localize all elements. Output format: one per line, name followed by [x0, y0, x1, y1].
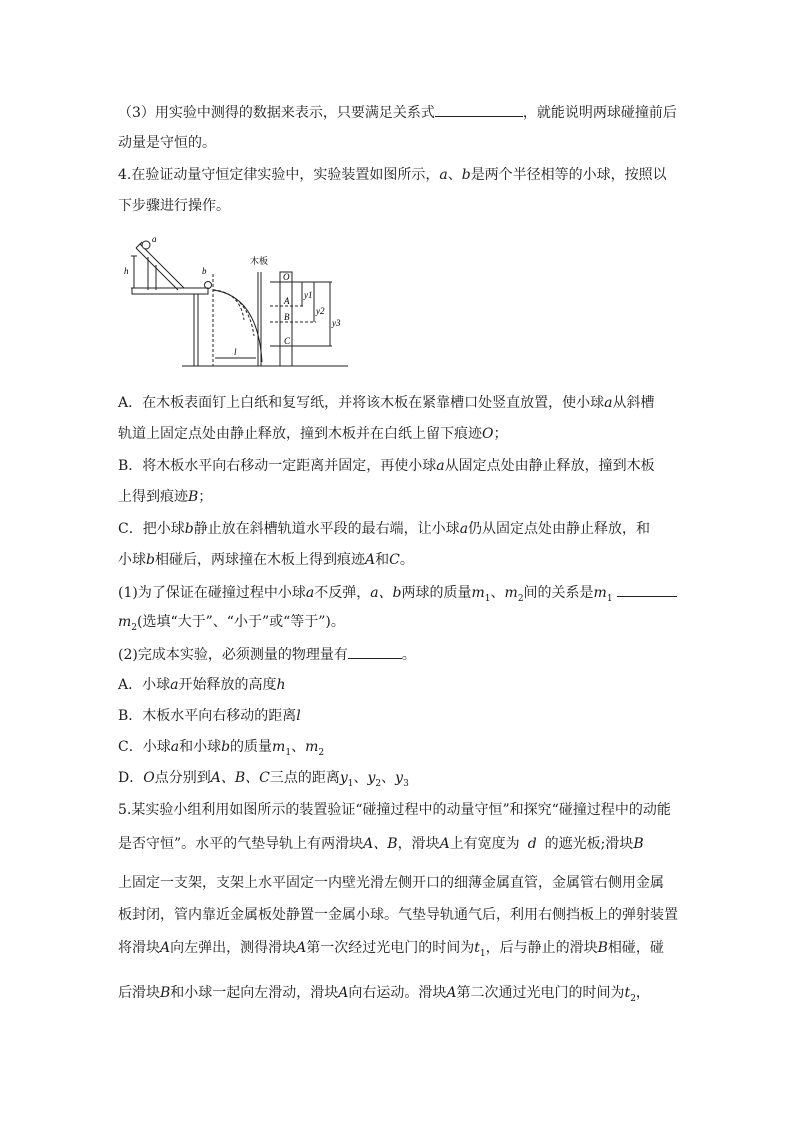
q5-text: 的遮光板;滑块 — [544, 836, 634, 852]
q4-text: 下步骤进行操作。 — [118, 198, 230, 214]
var-y: y — [339, 770, 348, 786]
var-ab: a、b — [370, 585, 402, 601]
var-b: b — [184, 521, 194, 537]
option-text: 的质量 — [230, 739, 273, 755]
var-a: a — [436, 458, 445, 474]
var-A: A — [296, 940, 307, 956]
sub-text: (2)完成本实验，必须测量的物理量有 — [118, 647, 348, 663]
q3-line-1 — [118, 102, 677, 123]
incline-top — [140, 244, 184, 288]
label-O: O — [283, 272, 290, 282]
var-a: a — [459, 521, 469, 537]
option-c — [118, 737, 324, 763]
q5-text: 后滑块 — [118, 985, 160, 1001]
q5-line-6 — [118, 983, 650, 1009]
q5-text: 向右运动。滑块 — [348, 985, 447, 1001]
var-b: b — [221, 739, 231, 755]
var-B: B — [633, 836, 644, 852]
experiment-figure — [122, 234, 352, 374]
var-A: A — [439, 836, 450, 852]
var-a: a — [305, 585, 315, 601]
step-text: A．在木板表面钉上白纸和复写纸，并将该木板在紧靠槽口处竖直放置，使小球 — [118, 395, 605, 411]
var-B: B — [188, 489, 199, 505]
option-text: 开始释放的高度 — [178, 677, 277, 693]
q5-text: ，滑块 — [397, 836, 440, 852]
step-text: B．将木板水平向右移动一定距离并固定，再使小球 — [118, 458, 437, 474]
label-board: 木板 — [250, 257, 269, 267]
step-a-line-2 — [118, 424, 507, 444]
var-m: m — [593, 585, 607, 601]
sep: 、 — [291, 739, 306, 755]
option-d — [118, 768, 409, 794]
label-h: h — [124, 266, 129, 276]
q5-text: 和小球一起向左滑动，滑块 — [170, 985, 339, 1001]
label-l: l — [234, 347, 237, 357]
step-text: C．把小球 — [118, 521, 185, 537]
sep: 、 — [490, 585, 505, 601]
q5-text: 是否守恒”。水平的气垫导轨上有两滑块 — [118, 836, 364, 852]
var-b: b — [461, 167, 471, 183]
var-A: A — [338, 985, 349, 1001]
subscript: 1 — [606, 593, 613, 604]
q5-text: ， — [635, 985, 650, 1001]
q4-intro-line-1 — [118, 165, 667, 185]
step-text: ； — [198, 489, 213, 505]
step-text: 。 — [399, 552, 414, 568]
subscript: 1 — [285, 747, 292, 758]
label-B: B — [284, 312, 290, 322]
sub-text: (选填“大于”、“小于”或“等于”)。 — [137, 614, 345, 630]
var-m: m — [305, 739, 319, 755]
q4-intro-line-2 — [118, 196, 230, 216]
sub-text: 不反弹， — [314, 585, 371, 601]
sep: 、 — [353, 770, 368, 786]
label-a: a — [152, 234, 157, 244]
subscript: 2 — [630, 993, 636, 1004]
label-C: C — [284, 336, 291, 346]
answer-blank[interactable] — [348, 644, 402, 659]
var-t: t — [624, 985, 631, 1001]
step-text: 相碰后，两球撞在木板上得到痕迹 — [154, 552, 365, 568]
var-m: m — [272, 739, 286, 755]
var-AB: A、B — [363, 836, 398, 852]
subscript: 1 — [484, 593, 491, 604]
var-C: C — [389, 552, 400, 568]
option-text: 和小球 — [179, 739, 222, 755]
table-top — [132, 288, 208, 294]
var-a: a — [170, 677, 179, 693]
sub-text: (1)为了保证在碰撞过程中小球 — [118, 585, 306, 601]
ball-b — [205, 282, 212, 289]
q5-line-5 — [118, 938, 664, 964]
sep: 、 — [381, 770, 396, 786]
q4-text: 4.在验证动量守恒定律实验中，实验装置如图所示， — [118, 167, 440, 183]
label-A: A — [284, 296, 290, 306]
q5-line-2 — [118, 834, 644, 854]
step-text: 轨道上固定点处由静止释放，撞到木板并在白纸上留下痕迹 — [118, 426, 482, 442]
subscript: 2 — [517, 593, 524, 604]
q5-text: 上有宽度为 — [449, 836, 520, 852]
var-A: A — [160, 940, 171, 956]
subscript: 1 — [479, 948, 486, 959]
var-h: h — [276, 677, 286, 693]
step-text: 静止放在斜槽轨道水平段的最右端，让小球 — [193, 521, 460, 537]
option-text: 点分别到 — [154, 770, 211, 786]
var-d: d — [527, 836, 537, 852]
q5-text: 板封闭，管内靠近金属板处静置一金属小球。气垫导轨通气后，利用右侧挡板上的弹射装置 — [118, 907, 678, 923]
q3-text: 动量是守恒的。 — [118, 135, 216, 151]
step-text: 从固定点处由静止释放，撞到木板 — [444, 458, 655, 474]
option-text: D． — [118, 770, 144, 786]
step-a-line-1 — [118, 393, 654, 413]
step-b-line-1 — [118, 456, 655, 476]
option-text: 三点的距离 — [269, 770, 340, 786]
var-O: O — [482, 426, 494, 442]
step-c-line-1 — [118, 519, 650, 539]
subscript: 2 — [131, 622, 138, 633]
answer-blank[interactable] — [617, 582, 677, 597]
var-t: t — [474, 940, 480, 956]
var-b: b — [146, 552, 155, 568]
q5-line-4 — [118, 905, 678, 925]
var-A: A — [446, 985, 457, 1001]
sub-text: 两球的质量 — [401, 585, 472, 601]
subscript: 2 — [375, 778, 382, 789]
subscript: 3 — [403, 778, 409, 789]
step-text: 上得到痕迹 — [118, 489, 188, 505]
var-O: O — [143, 770, 155, 786]
var-y: y — [367, 770, 376, 786]
step-text: 和 — [375, 552, 390, 568]
var-a: a — [170, 739, 180, 755]
var-B: B — [160, 985, 171, 1001]
q5-text: 相碰，碰 — [607, 940, 664, 956]
q5-text: 5.某实验小组利用如图所示的装置验证“碰撞过程中的动量守恒”和探究“碰撞过程中的动能 — [118, 802, 671, 818]
var-m: m — [504, 585, 518, 601]
label-y3: y3 — [332, 318, 341, 328]
q5-text: 将滑块 — [118, 940, 160, 956]
q3-text: （3）用实验中测得的数据来表示，只要满足关系式 — [118, 105, 435, 121]
var-m: m — [118, 614, 132, 630]
q5-text: 向左弹出，测得滑块 — [170, 940, 297, 956]
label-b: b — [202, 266, 207, 276]
q5-text: 第一次经过光电门的时间为 — [306, 940, 475, 956]
var-l: l — [296, 708, 301, 724]
step-c-line-2 — [118, 550, 414, 570]
q5-line-3 — [118, 873, 664, 893]
sub2-line — [118, 644, 416, 665]
var-B: B — [597, 940, 608, 956]
option-text: B．木板水平向右移动的距离 — [118, 708, 297, 724]
incline-bottom — [136, 248, 178, 290]
subscript: 2 — [318, 747, 325, 758]
step-b-line-2 — [118, 487, 212, 507]
var-m: m — [471, 585, 485, 601]
sep: 、 — [447, 167, 462, 183]
var-A: A — [364, 552, 376, 568]
sub-text: 间的关系是 — [523, 585, 594, 601]
var-a: a — [439, 167, 448, 183]
sub-text: 。 — [401, 647, 416, 663]
subscript: 1 — [347, 778, 354, 789]
step-text: 从斜槽 — [612, 395, 655, 411]
label-y2: y2 — [316, 306, 325, 316]
label-y1: y1 — [304, 290, 313, 300]
ball-a — [142, 241, 150, 249]
option-a — [118, 675, 286, 695]
q5-line-1 — [118, 800, 671, 820]
q3-line-2 — [118, 133, 216, 153]
q3-text: ，就能说明两球碰撞前后 — [522, 105, 677, 121]
var-y: y — [395, 770, 404, 786]
q5-text: 上固定一支架，支架上水平固定一内壁光滑左侧开口的细薄金属直管，金属管右侧用金属 — [118, 875, 664, 891]
option-text: A．小球 — [118, 677, 171, 693]
sub1-line-2 — [118, 612, 345, 638]
var-points: A、B、C — [210, 770, 270, 786]
q5-text: 第二次通过光电门的时间为 — [456, 985, 625, 1001]
sub1-line-1 — [118, 582, 677, 609]
q5-text: ，后与静止的滑块 — [485, 940, 598, 956]
step-text: 仍从固定点处由静止释放，和 — [468, 521, 651, 537]
option-text: C．小球 — [118, 739, 171, 755]
answer-blank[interactable] — [435, 102, 523, 117]
var-a: a — [604, 395, 613, 411]
step-text: ； — [493, 426, 508, 442]
option-b — [118, 706, 301, 726]
step-text: 小球 — [118, 552, 146, 568]
q4-text: 是两个半径相等的小球，按照以 — [470, 167, 667, 183]
